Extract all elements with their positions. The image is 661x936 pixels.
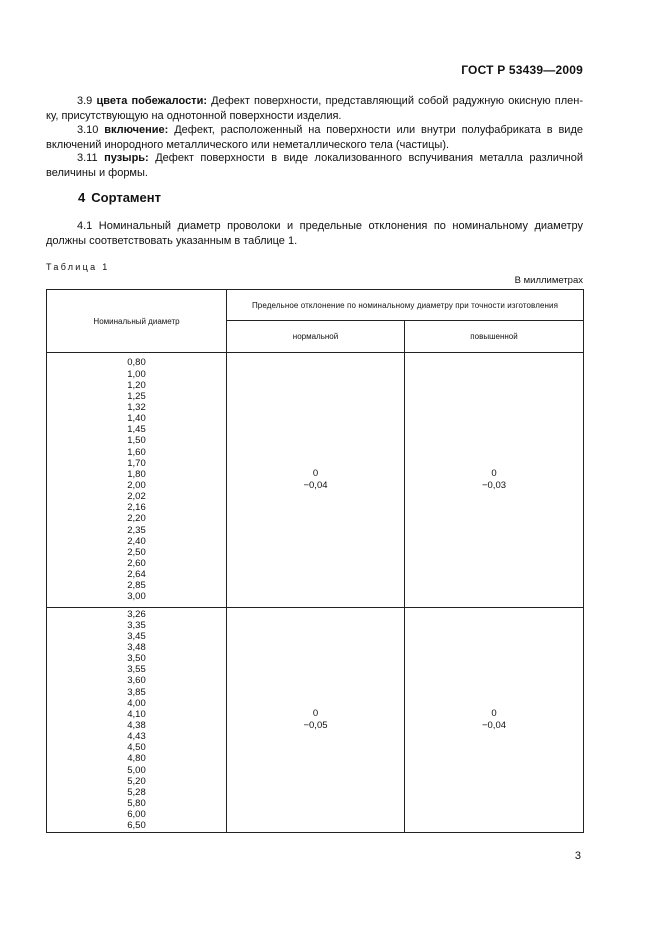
page-number: 3 <box>574 850 581 862</box>
table-row <box>47 608 584 833</box>
upper-deviation: 0 <box>491 468 497 479</box>
diameter-value: 3,45 <box>127 630 146 642</box>
diameter-value: 2,02 <box>127 491 146 503</box>
diameter-value: 1,00 <box>127 368 146 380</box>
table-row <box>47 353 584 608</box>
definition: Дефект, расположенный на поверхности или внутри полуфабриката в виде включений инородного металлического или неметаллического тела (частицы). <box>46 124 583 151</box>
diameter-value: 3,85 <box>127 686 146 698</box>
diameter-value: 5,28 <box>127 786 146 798</box>
diameter-table <box>46 289 584 833</box>
increased-deviation-cell <box>405 353 584 608</box>
lower-deviation: −0,05 <box>303 720 328 731</box>
diameter-value: 1,70 <box>127 457 146 469</box>
diameter-value: 4,50 <box>127 742 146 754</box>
diameter-value: 3,26 <box>127 608 146 620</box>
diameter-value: 0,80 <box>127 357 146 369</box>
document-standard-number: ГОСТ Р 53439—2009 <box>461 63 583 77</box>
header-increased: повышенной <box>405 321 584 353</box>
term: пузырь: <box>104 152 149 164</box>
paragraph-number: 3.11 <box>77 152 98 164</box>
diameter-value: 2,40 <box>127 535 146 547</box>
diameter-value: 2,35 <box>127 524 146 536</box>
diameter-value: 1,25 <box>127 390 146 402</box>
header-deviation: Предельное отклонение по номинальному диаметру при точности изготовления <box>227 290 584 321</box>
paragraph-3-11 <box>46 151 583 181</box>
diameter-value: 2,16 <box>127 502 146 514</box>
paragraph-number: 3.10 <box>77 124 99 136</box>
diameter-value: 1,60 <box>127 446 146 458</box>
diameter-value: 2,85 <box>127 580 146 592</box>
diameter-value: 3,55 <box>127 664 146 676</box>
diameter-value: 5,20 <box>127 775 146 787</box>
upper-deviation: 0 <box>312 468 319 479</box>
table-units: В миллиметрах <box>514 275 583 286</box>
diameter-value: 4,43 <box>127 731 146 743</box>
definition: Дефект поверхности в виде локализованного вспучивания металла различной величины и формы. <box>46 152 583 179</box>
paragraph-text: 4.1 Номинальный диаметр проволоки и предельные отклонения по номинальному диаметру должны соответствовать указанным в таблице 1. <box>46 220 583 247</box>
paragraph-number: 3.9 <box>77 95 93 107</box>
definition: Дефект поверхности, представляющий собой радужную окисную плен-ку, присутствующую на однотонной поверхности изделия. <box>46 95 583 122</box>
diameter-value: 2,50 <box>127 546 146 558</box>
diameter-value: 6,00 <box>127 809 146 821</box>
diameter-value: 4,10 <box>127 708 146 720</box>
section-number: 4 <box>78 190 86 205</box>
diameter-cell <box>47 353 227 608</box>
diameter-cell <box>47 608 227 833</box>
diameter-value: 4,00 <box>127 697 146 709</box>
diameter-value: 1,40 <box>127 413 146 425</box>
diameter-value: 1,20 <box>127 379 146 391</box>
header-diameter: Номинальный диаметр <box>47 290 227 353</box>
upper-deviation: 0 <box>491 708 497 719</box>
diameter-value: 4,80 <box>127 753 146 765</box>
diameter-value: 5,80 <box>127 797 146 809</box>
table-caption: Таблица 1 <box>46 262 110 272</box>
increased-deviation-cell <box>405 608 584 833</box>
header-normal: нормальной <box>227 321 405 353</box>
upper-deviation: 0 <box>312 708 319 719</box>
diameter-value: 3,00 <box>127 591 146 603</box>
lower-deviation: −0,03 <box>481 480 507 491</box>
normal-deviation-cell <box>227 353 405 608</box>
diameter-value: 2,60 <box>127 557 146 569</box>
diameter-value: 1,45 <box>127 424 146 436</box>
diameter-value: 2,64 <box>127 569 146 581</box>
diameter-value: 3,50 <box>127 653 146 665</box>
normal-deviation-cell <box>227 608 405 833</box>
diameter-value: 2,00 <box>127 480 146 491</box>
diameter-value: 3,60 <box>127 675 146 687</box>
term: цвета побежалости: <box>96 95 207 107</box>
paragraph-3-9 <box>46 94 583 124</box>
term: включение: <box>104 124 169 136</box>
diameter-value: 1,32 <box>127 402 146 414</box>
diameter-value: 1,50 <box>127 435 146 447</box>
paragraph-3-10 <box>46 123 583 153</box>
diameter-value: 4,38 <box>127 720 146 731</box>
diameter-value: 3,35 <box>127 619 146 631</box>
diameter-value: 6,50 <box>127 820 146 832</box>
paragraph-4-1 <box>46 219 583 249</box>
diameter-value: 2,20 <box>127 513 146 525</box>
diameter-value: 3,48 <box>127 642 146 654</box>
lower-deviation: −0,04 <box>303 480 328 491</box>
section-title: Сортамент <box>91 190 161 205</box>
diameter-value: 1,80 <box>127 468 146 480</box>
diameter-value: 5,00 <box>127 764 146 776</box>
section-heading <box>78 190 161 205</box>
lower-deviation: −0,04 <box>481 720 507 731</box>
